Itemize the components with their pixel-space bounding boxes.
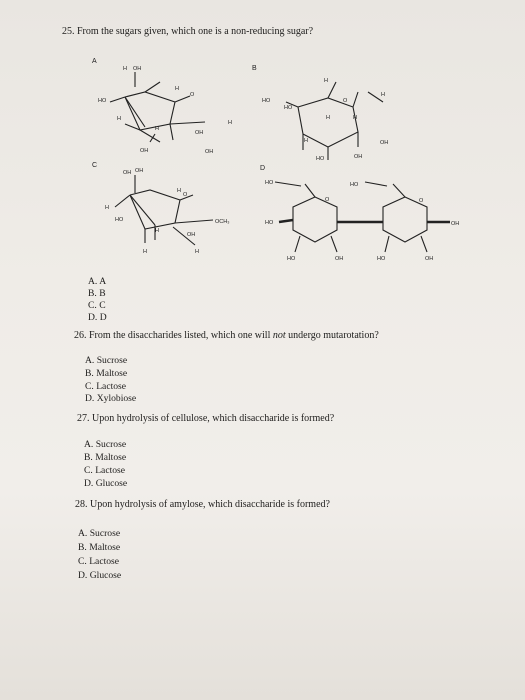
structure-c-label: OH <box>187 232 196 238</box>
question-25-text: 25. From the sugars given, which one is a non-reducing sugar? <box>62 26 314 37</box>
question-26-text <box>74 330 379 341</box>
q25-choice-c: C. C <box>88 300 106 311</box>
q28-choice-b: B. Maltose <box>78 542 121 553</box>
structure-c-label: HO <box>115 217 124 223</box>
structure-b-label: H <box>353 115 357 121</box>
structure-d-label: HO <box>287 256 296 262</box>
question-26-emphasis: not <box>272 330 286 341</box>
structure-c-label: OCH₃ <box>215 219 230 225</box>
structure-a-label: H <box>228 120 232 126</box>
structure-a-label: H <box>175 86 179 92</box>
structure-d-label: OH <box>425 256 434 262</box>
structure-c-label: H <box>143 249 147 255</box>
q25-choice-a: A. A <box>88 276 107 287</box>
structure-b-label: HO <box>284 105 293 111</box>
structure-a-label: H <box>123 66 127 72</box>
structure-a-label: H <box>117 116 121 122</box>
q26-choice-a: A. Sucrose <box>85 355 128 366</box>
structure-c-letter: C <box>92 162 98 169</box>
structure-b-label: OH <box>380 140 389 146</box>
q28-choice-d: D. Glucose <box>78 570 122 581</box>
structure-b-label: HO <box>262 98 271 104</box>
q26-choice-d: D. Xylobiose <box>85 393 137 404</box>
q27-choice-d: D. Glucose <box>84 478 128 489</box>
structure-b-haworth <box>258 72 408 167</box>
structure-b-label: HO <box>316 156 325 162</box>
question-28-text: 28. Upon hydrolysis of amylose, which disaccharide is formed? <box>75 499 330 510</box>
structure-b-letter: B <box>252 65 257 72</box>
structure-d-label: OH <box>451 221 460 227</box>
structure-c-label: H <box>105 205 109 211</box>
q27-choice-a: A. Sucrose <box>84 439 127 450</box>
structure-a-label: OH <box>205 149 214 155</box>
structure-a-label: HO <box>98 98 107 104</box>
structure-b-label: H <box>304 138 308 144</box>
q26-choice-c: C. Lactose <box>85 381 127 392</box>
structure-d-label: O <box>325 197 330 203</box>
structure-c-haworth <box>95 165 255 260</box>
question-26-text-after: undergo mutarotation? <box>285 330 379 341</box>
structure-b-label: H <box>381 92 385 98</box>
structure-d-disaccharide <box>265 172 470 272</box>
structure-a-label: OH <box>195 130 204 136</box>
q27-choice-b: B. Maltose <box>84 452 127 463</box>
q26-choice-b: B. Maltose <box>85 368 128 379</box>
q27-choice-c: C. Lactose <box>84 465 126 476</box>
structure-d-label: OH <box>335 256 344 262</box>
q25-choice-b: B. B <box>88 288 106 299</box>
structure-d-letter: D <box>260 165 266 172</box>
structure-a-label: O <box>190 92 195 98</box>
question-27-text: 27. Upon hydrolysis of cellulose, which disaccharide is formed? <box>77 413 335 424</box>
structure-b-label: O <box>343 98 348 104</box>
structure-d-label: O <box>419 198 424 204</box>
q28-choice-c: C. Lactose <box>78 556 120 567</box>
structure-a-label: H <box>155 126 159 132</box>
structure-b-label: H <box>324 78 328 84</box>
structure-a-haworth <box>95 62 245 162</box>
q25-choice-d: D. D <box>88 312 107 323</box>
structure-d-label: HO <box>350 182 359 188</box>
structure-d-label: HO <box>265 180 274 186</box>
structure-c-label: H <box>177 188 181 194</box>
structure-d-label: HO <box>377 256 386 262</box>
structure-c-label: OH <box>135 168 144 174</box>
structure-b-label: H <box>326 115 330 121</box>
structure-d-label: HO <box>265 220 274 226</box>
structure-a-letter: A <box>92 58 97 65</box>
question-26-text-before: 26. From the disaccharides listed, which one will <box>74 330 273 341</box>
structure-b-label: OH <box>354 154 363 160</box>
structure-c-label: O <box>183 192 188 198</box>
structure-c-label: OH <box>123 170 132 176</box>
q28-choice-a: A. Sucrose <box>78 528 121 539</box>
structure-c-label: H <box>155 228 159 234</box>
structure-a-label: OH <box>133 66 142 72</box>
structure-c-label: H <box>195 249 199 255</box>
structure-a-label: OH <box>140 148 149 154</box>
